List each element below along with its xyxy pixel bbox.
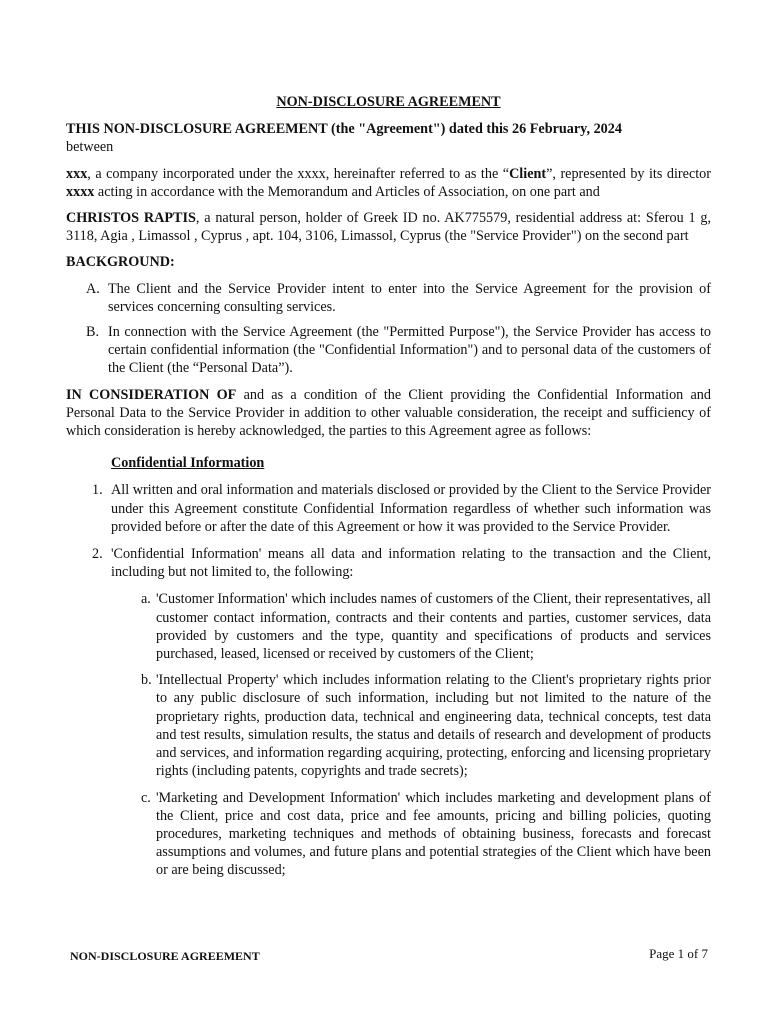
party2-name: CHRISTOS RAPTIS [66, 210, 196, 227]
list-marker: a. [141, 591, 151, 608]
party1-text-a: , a company incorporated under the xxxx, hereinafter referred to as the “ [87, 165, 510, 182]
party1-text-b: ”, represented by its director [546, 165, 711, 182]
list-item-text: 'Intellectual Property' which includes information relating to the Client's proprietary rights prior to any public disclosure of such information, including but not limited to the nature of the proprietary rights, production data, technical and engineering data, technical concepts, test data and test results, simulation results, the status and details of research and development of products and services, and information regarding acquiring, protecting, enforcing and licensing proprietary rights (including patents, copyrights and trade secrets); [156, 672, 711, 780]
intro-paragraph [66, 120, 711, 156]
numbered-item-1 [66, 481, 711, 536]
consideration-text: and as a condition of the Client providing the Confidential Information and Personal Data to the Service Provider in addition to other valuable consideration, the receipt and sufficiency of which consideration is hereby acknowledged, the parties to this Agreement agree as follows: [66, 386, 711, 440]
footer-document-title: NON-DISCLOSURE AGREEMENT [70, 949, 260, 963]
party1-paragraph [66, 165, 711, 201]
party1-text-c: acting in accordance with the Memorandum and Articles of Association, on one part and [94, 183, 600, 200]
party2-paragraph [66, 209, 711, 245]
list-marker: A. [86, 280, 100, 297]
document-body [66, 93, 711, 888]
background-item-b [66, 323, 711, 378]
background-item-a [66, 280, 711, 316]
list-item-text: All written and oral information and materials disclosed or provided by the Client to the Service Provider under this Agreement constitute Confidential Information regardless of whether such information was provided before or after the date of this Agreement or how it was provided to the Service Provider. [111, 482, 711, 535]
list-marker: 1. [92, 482, 103, 499]
list-marker: c. [141, 789, 151, 806]
intro-rest-text: between [66, 139, 114, 156]
party1-client-word: Client [509, 165, 547, 182]
party1-name: xxx [66, 165, 88, 182]
consideration-paragraph [66, 386, 711, 441]
list-item-text: In connection with the Service Agreement (the "Permitted Purpose"), the Service Provider has access to certain confidential information (the "Confidential Information") and to personal data of the customers of the Client (the “Personal Data”). [108, 324, 711, 377]
section-heading: Confidential Information [111, 455, 265, 472]
list-marker: 2. [92, 546, 103, 563]
list-item-text: The Client and the Service Provider intent to enter into the Service Agreement for the provision of services concerning consulting services. [108, 280, 711, 315]
lettered-item-c [66, 789, 711, 880]
list-item-text: 'Confidential Information' means all data and information relating to the transaction and the Client, including but not limited to, the following: [111, 546, 711, 581]
consideration-bold: IN CONSIDERATION OF [66, 386, 237, 403]
background-heading: BACKGROUND: [66, 254, 175, 271]
lettered-item-b [66, 671, 711, 780]
party1-director: xxxx [66, 183, 95, 200]
lettered-item-a [66, 590, 711, 663]
footer-page-number: Page 1 of 7 [649, 946, 708, 961]
list-item-text: 'Marketing and Development Information' which includes marketing and development plans of the Client, price and cost data, price and fee amounts, pricing and billing policies, quoting procedures, marketing techniques and methods of obtaining business, forecasts and forecast assumptions and volumes, and future plans and potential strategies of the Client which have been or are being discussed; [156, 789, 711, 879]
intro-bold-text: THIS NON-DISCLOSURE AGREEMENT (the "Agreement") dated this 26 February, 2024 [66, 121, 622, 138]
list-item-text: 'Customer Information' which includes names of customers of the Client, their representatives, all customer contact information, contracts and their contents and parties, customer services, data provided by customers and the type, quantity and specifications of products and services purchased, leased, licensed or received by customers of the Client; [156, 591, 711, 663]
party2-text: , a natural person, holder of Greek ID no. AK775579, residential address at: Sferou 1 g, 3118, Agia , Limassol , Cyprus , apt. 104, 3106, Limassol, Cyprus (the "Service Provider") on the second part [66, 210, 711, 245]
numbered-list [66, 481, 711, 581]
numbered-item-2 [66, 545, 711, 581]
lettered-list [66, 590, 711, 879]
background-list [66, 280, 711, 378]
list-marker: B. [86, 324, 100, 341]
list-marker: b. [141, 672, 152, 689]
document-title: NON-DISCLOSURE AGREEMENT [276, 94, 501, 110]
